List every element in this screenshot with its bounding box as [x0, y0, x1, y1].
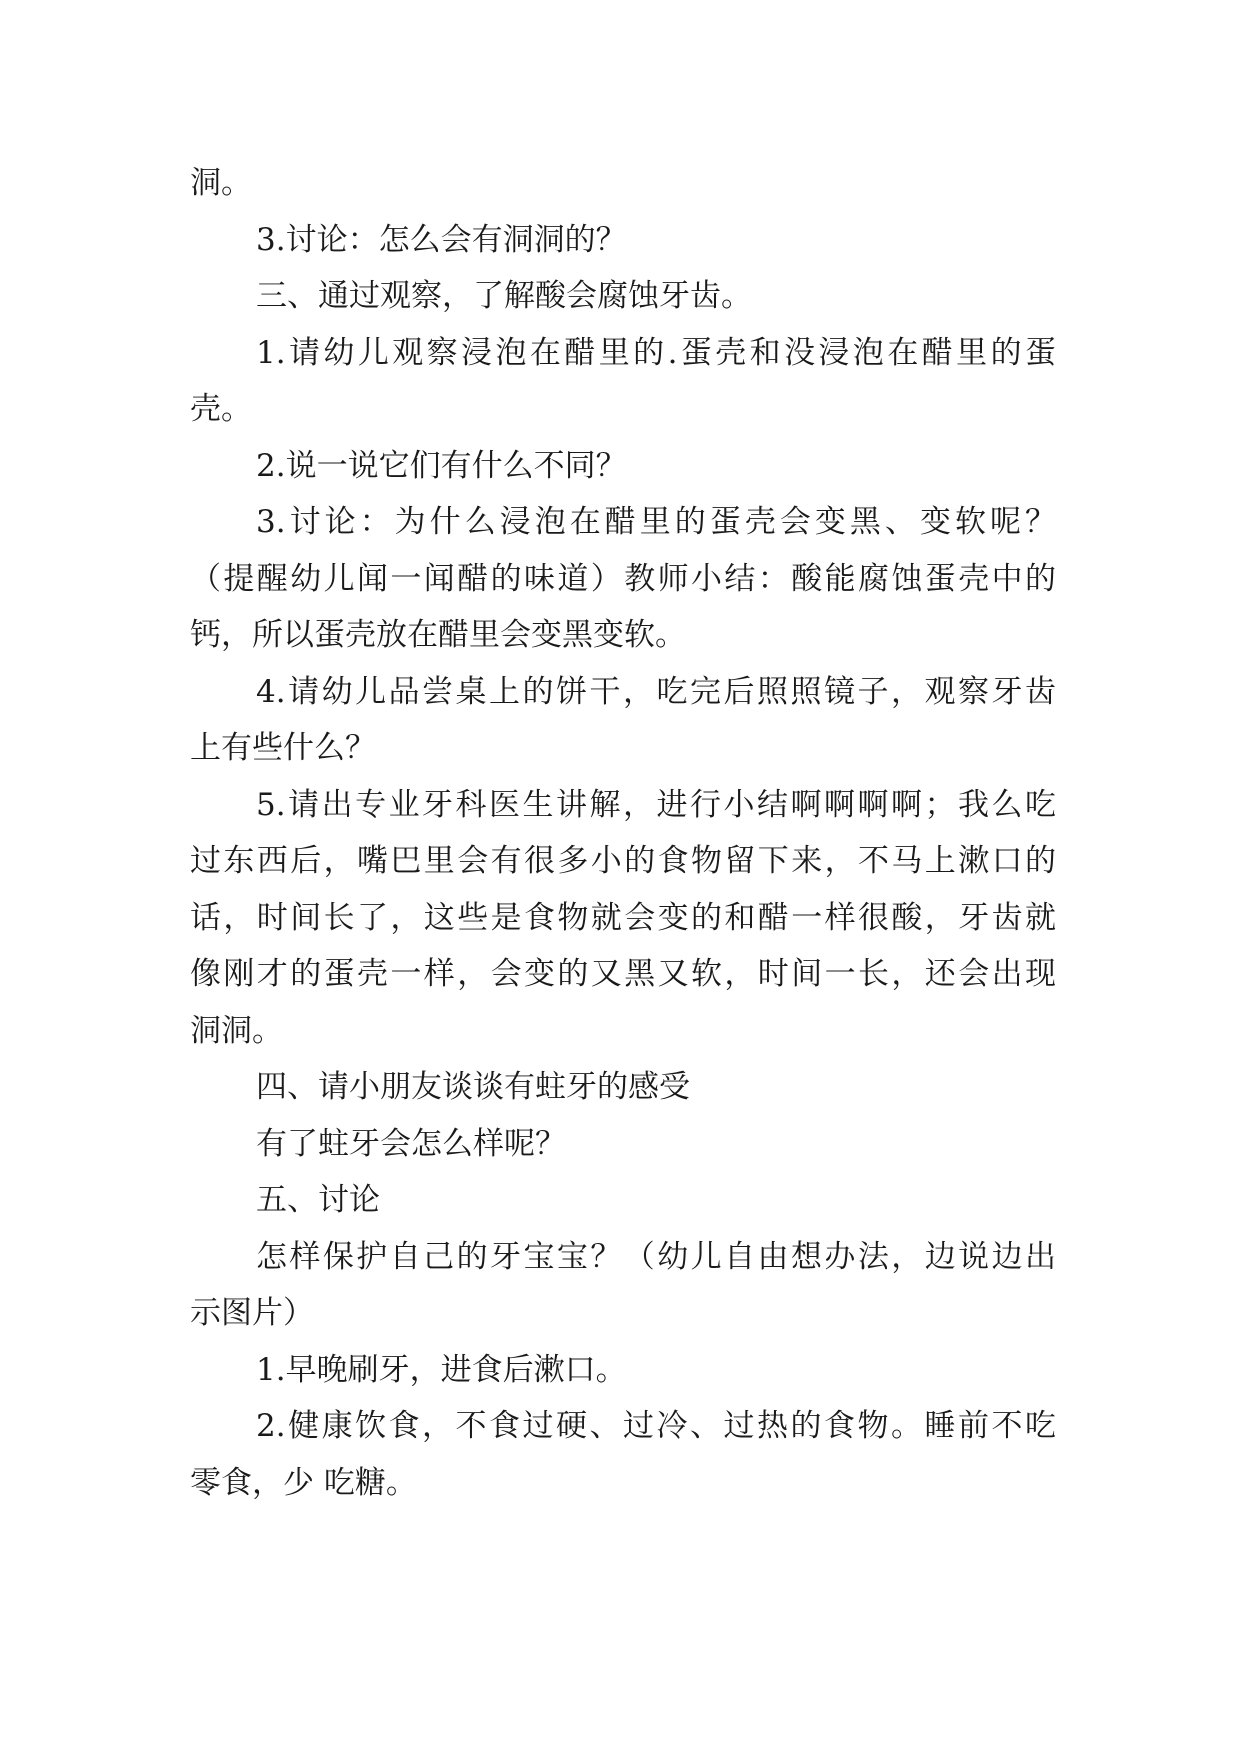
text-line: 上有些什么？: [190, 730, 376, 766]
text-line: 怎样保护自己的牙宝宝？（幼儿自由想办法，边说边出: [256, 1239, 1056, 1275]
text-line: 4.请幼儿品尝桌上的饼干，吃完后照照镜子，观察牙齿: [256, 674, 1056, 710]
text-line: 3.讨论：怎么会有洞洞的？: [256, 222, 627, 258]
text-line: 1.请幼儿观察浸泡在醋里的.蛋壳和没浸泡在醋里的蛋: [256, 335, 1056, 371]
text-line: 1.早晚刷牙，进食后漱口。: [256, 1352, 627, 1388]
text-line: 三、通过观察，了解酸会腐蚀牙齿。: [256, 278, 752, 314]
text-line: （提醒幼儿闻一闻醋的味道）教师小结：酸能腐蚀蛋壳中的: [190, 561, 1056, 597]
text-line: 四、请小朋友谈谈有蛀牙的感受: [256, 1069, 690, 1105]
document-page: [190, 0, 1056, 1754]
text-line: 像刚才的蛋壳一样，会变的又黑又软，时间一长，还会出现: [190, 956, 1056, 992]
text-line: 有了蛀牙会怎么样呢？: [256, 1126, 566, 1162]
text-line: 洞洞。: [190, 1013, 283, 1049]
text-line: 零食，少 吃糖。: [190, 1465, 417, 1501]
text-line: 钙，所以蛋壳放在醋里会变黑变软。: [190, 617, 686, 653]
text-line: 五、讨论: [256, 1182, 380, 1218]
text-line: 话，时间长了，这些是食物就会变的和醋一样很酸，牙齿就: [190, 900, 1056, 936]
text-line: 2.说一说它们有什么不同？: [256, 448, 627, 484]
text-line: 示图片）: [190, 1295, 314, 1331]
text-line: 壳。: [190, 391, 252, 427]
text-line: 3.讨论：为什么浸泡在醋里的蛋壳会变黑、变软呢？: [256, 504, 1056, 540]
text-line: 5.请出专业牙科医生讲解，进行小结啊啊啊啊；我么吃: [256, 787, 1056, 823]
text-line: 过东西后，嘴巴里会有很多小的食物留下来，不马上漱口的: [190, 843, 1056, 879]
text-line: 洞。: [190, 165, 252, 201]
text-line: 2.健康饮食，不食过硬、过冷、过热的食物。睡前不吃: [256, 1408, 1056, 1444]
